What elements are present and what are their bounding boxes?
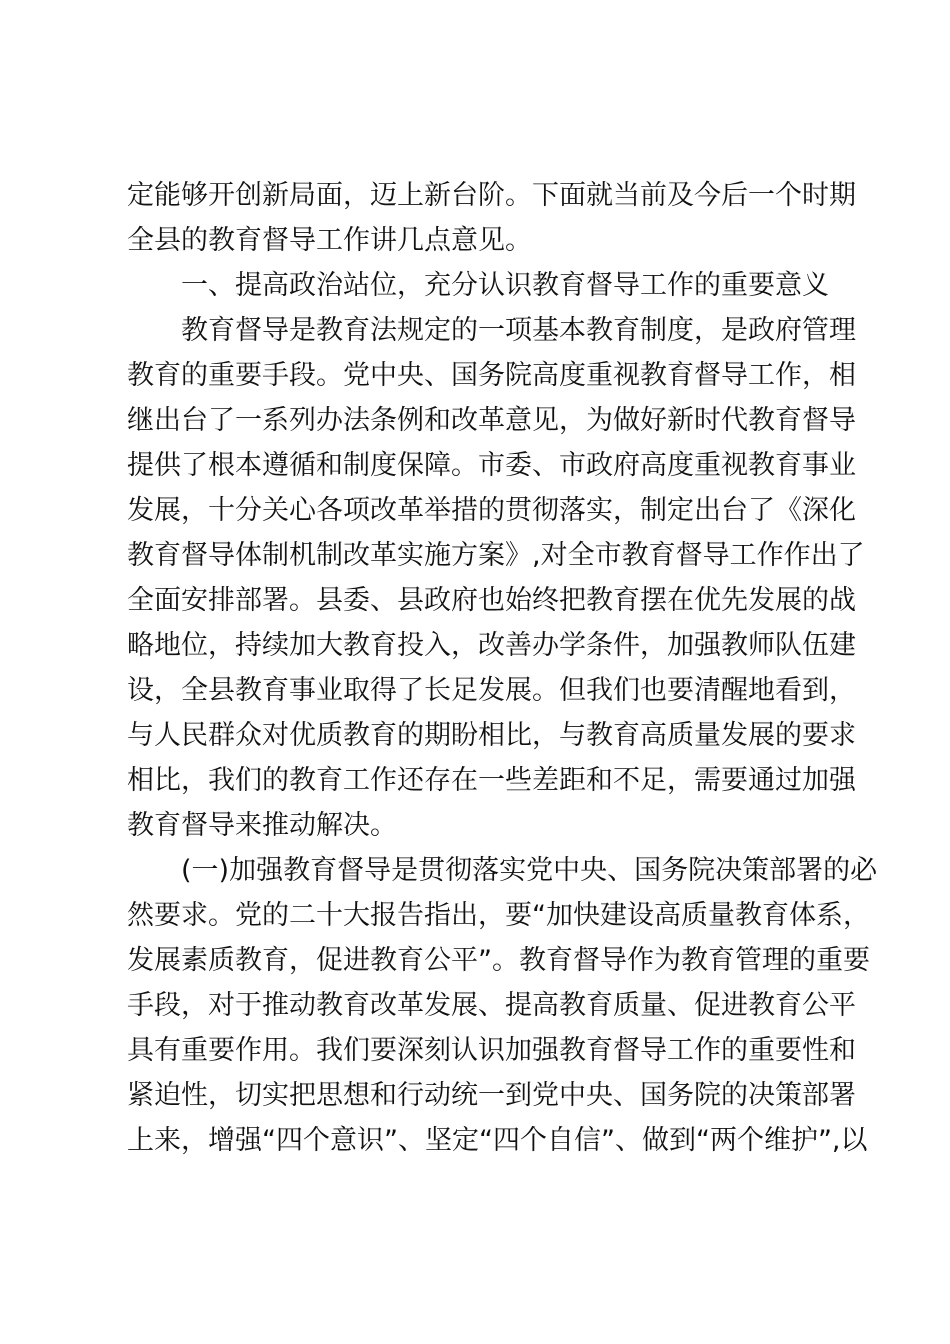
- text-line: 略地位，持续加大教育投入，改善办学条件，加强教师队伍建: [127, 630, 856, 661]
- text-line: 教育督导是教育法规定的一项基本教育制度，是政府管理: [181, 315, 856, 346]
- text-line: 相比，我们的教育工作还存在一些差距和不足，需要通过加强: [127, 765, 856, 796]
- text-line: 定能够开创新局面，迈上新台阶。下面就当前及今后一个时期: [127, 180, 856, 211]
- text-line: 教育的重要手段。党中央、国务院高度重视教育督导工作，相: [127, 360, 856, 391]
- text-line: 提供了根本遵循和制度保障。市委、市政府高度重视教育事业: [127, 450, 856, 481]
- text-line: 具有重要作用。我们要深刻认识加强教育督导工作的重要性和: [127, 1035, 856, 1066]
- text-line: 全面安排部署。县委、县政府也始终把教育摆在优先发展的战: [127, 585, 856, 616]
- text-line: 全县的教育督导工作讲几点意见。: [127, 225, 532, 256]
- text-line: 然要求。党的二十大报告指出，要“加快建设高质量教育体系，: [127, 900, 870, 931]
- text-line: 发展，十分关心各项改革举措的贯彻落实，制定出台了《深化: [127, 495, 856, 526]
- section-heading: 一、提高政治站位，充分认识教育督导工作的重要意义: [181, 270, 829, 301]
- text-line: 继出台了一系列办法条例和改革意见，为做好新时代教育督导: [127, 405, 856, 436]
- text-line: 紧迫性，切实把思想和行动统一到党中央、国务院的决策部署: [127, 1080, 856, 1111]
- text-line: 教育督导来推动解决。: [127, 810, 397, 841]
- text-line: 教育督导体制机制改革实施方案》,对全市教育督导工作作出了: [127, 540, 865, 571]
- subsection-line: (一)加强教育督导是贯彻落实党中央、国务院决策部署的必: [181, 855, 878, 886]
- text-line: 手段，对于推动教育改革发展、提高教育质量、促进教育公平: [127, 990, 856, 1021]
- text-line: 上来，增强“四个意识”、坚定“四个自信”、做到“两个维护”,以: [127, 1125, 868, 1156]
- text-line: 发展素质教育，促进教育公平”。教育督导作为教育管理的重要: [127, 945, 870, 976]
- text-line: 设，全县教育事业取得了长足发展。但我们也要清醒地看到，: [127, 675, 856, 706]
- text-line: 与人民群众对优质教育的期盼相比，与教育高质量发展的要求: [127, 720, 856, 751]
- body-text: [127, 173, 878, 1163]
